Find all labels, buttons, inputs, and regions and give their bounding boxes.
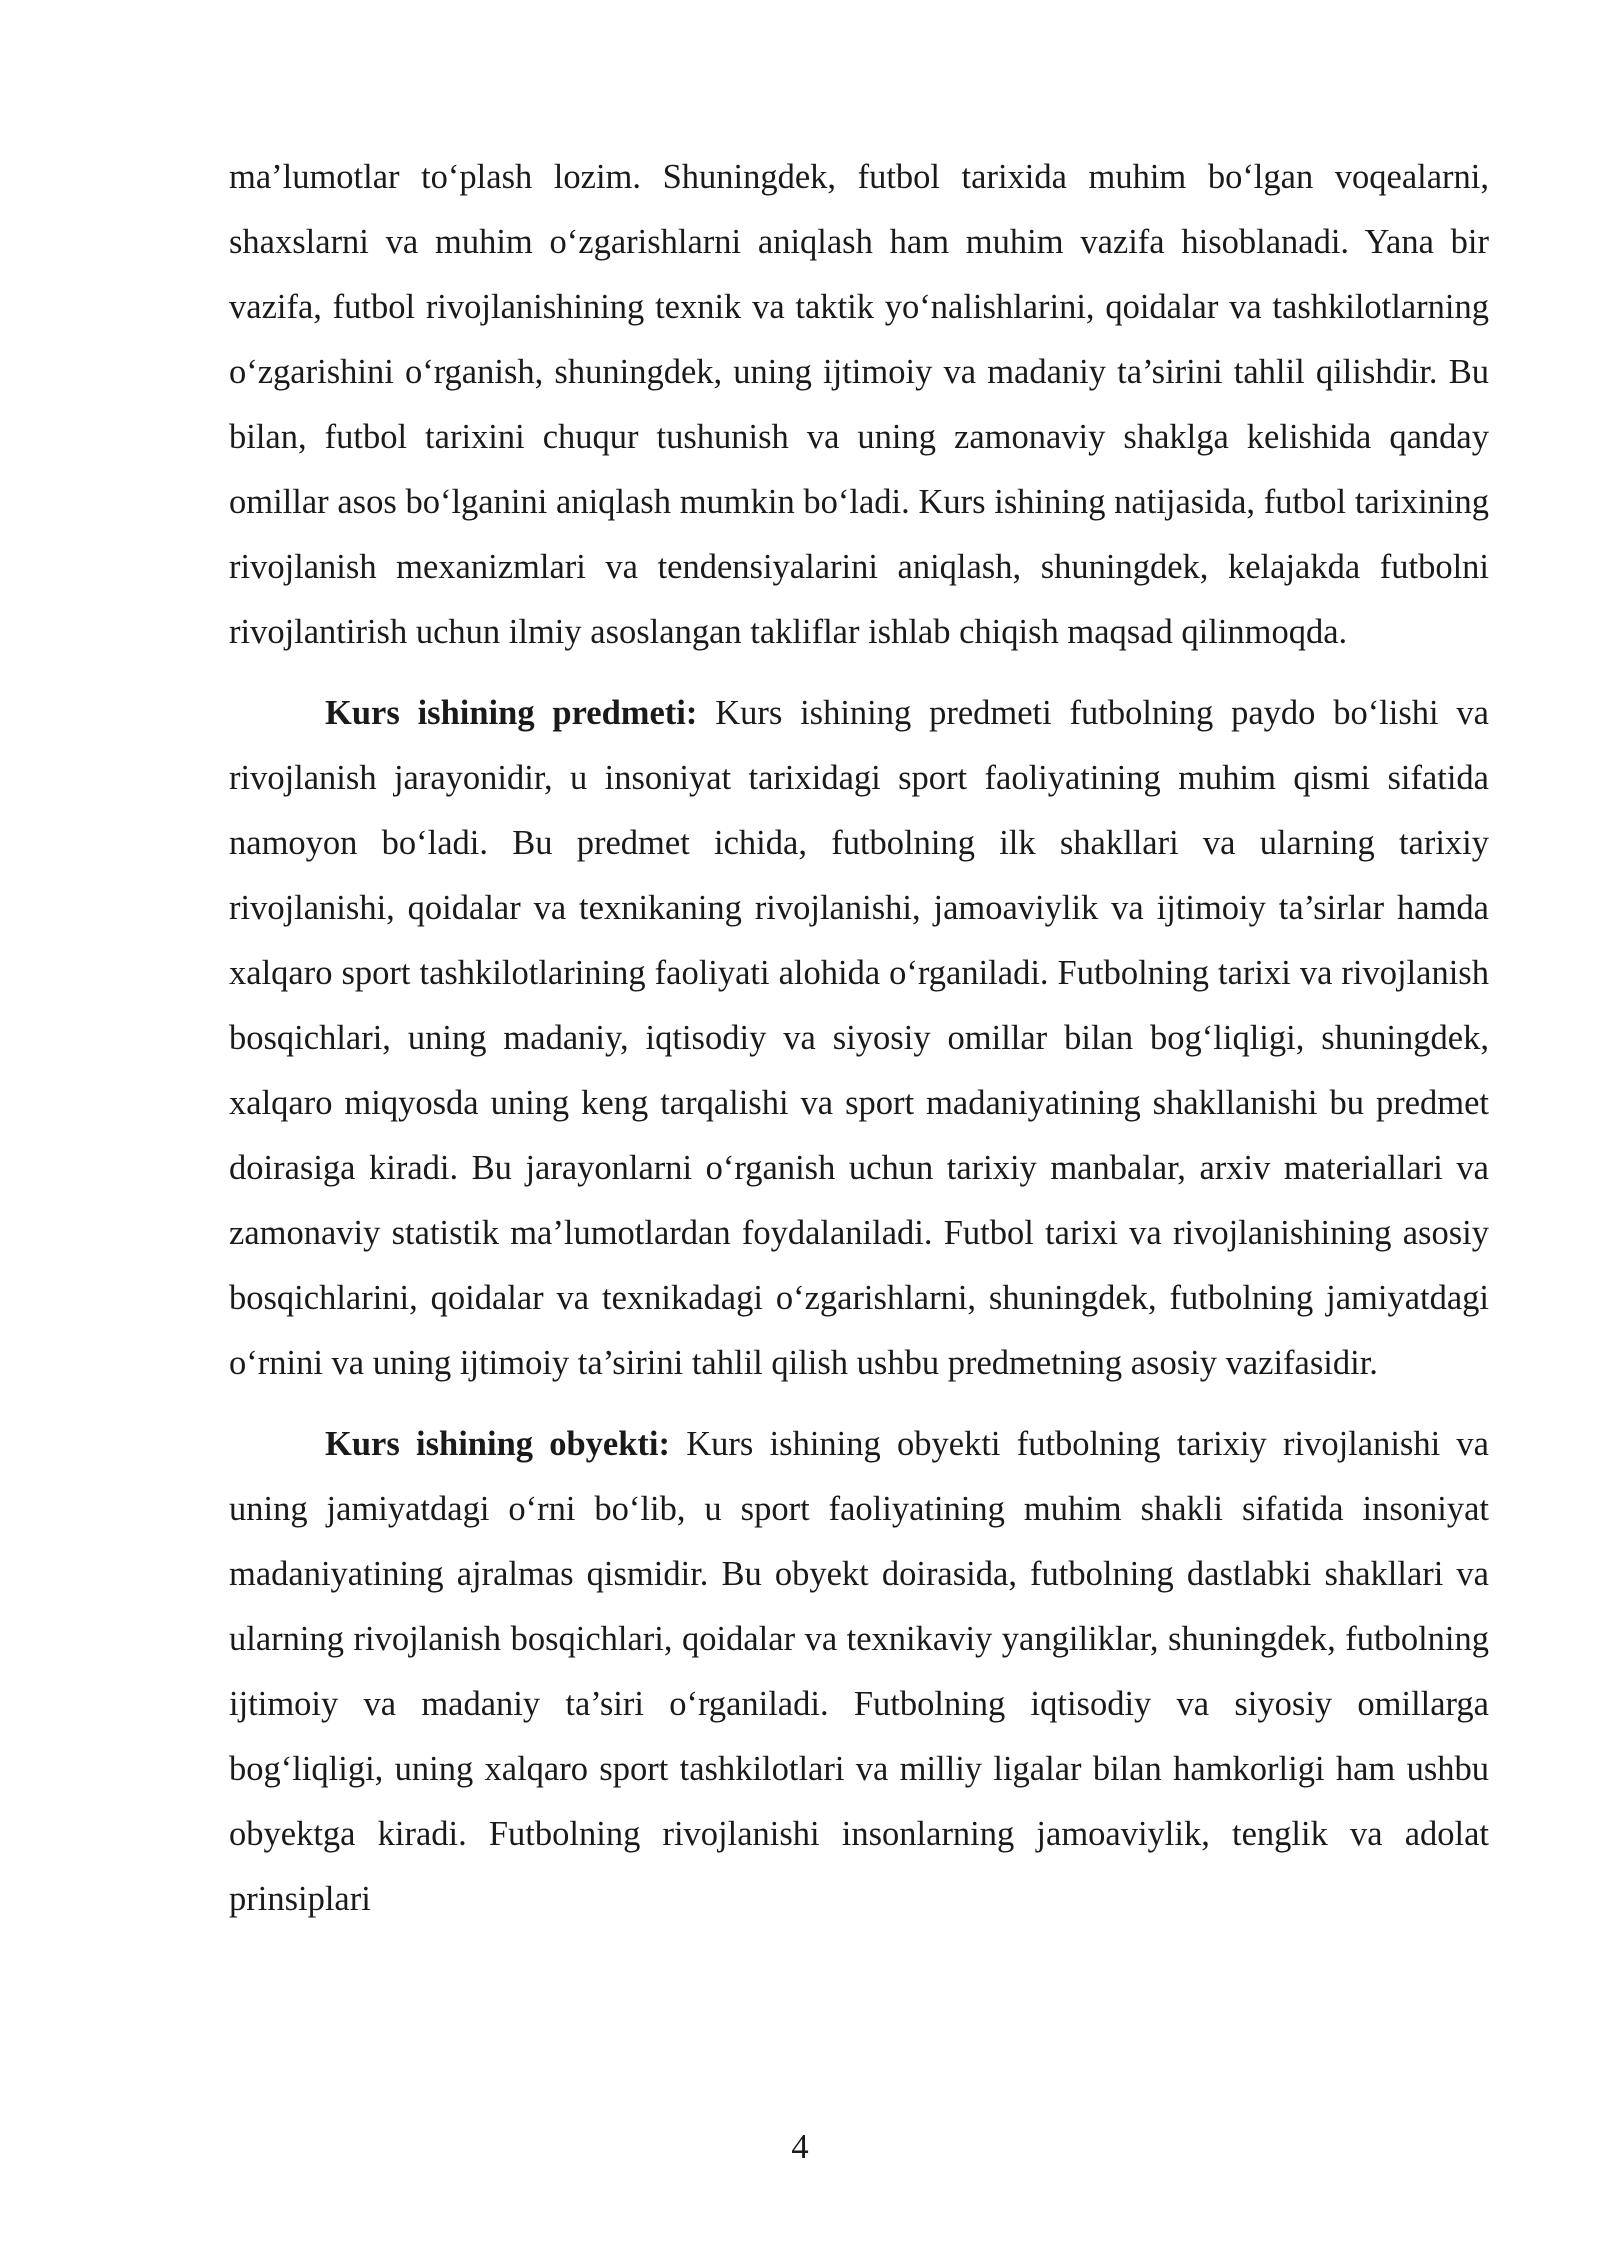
paragraph-object <box>229 1412 1489 1932</box>
paragraph-text-object: Kurs ishining obyekti futbolning tarixiy rivojlanishi va uning jamiyatdagi o‘rni bo‘lib, u sport faoliyatining muhim shakli sifatida insoniyat madaniyatining ajralmas qismidir. Bu obyekt doirasida, futbolning dastlabki shakllari va ularning rivojlanish bosqichlari, qoidalar va texnikaviy yangiliklar, shuningdek, futbolning ijtimoiy va madaniy ta’siri o‘rganiladi. Futbolning iqtisodiy va siyosiy omillarga bog‘liqligi, uning xalqaro sport tashkilotlari va milliy ligalar bilan hamkorligi ham ushbu obyektga kiradi. Futbolning rivojlanishi insonlarning jamoaviylik, tenglik va adolat prinsiplari <box>229 1425 1489 1918</box>
paragraph-heading-object: Kurs ishining obyekti: <box>325 1425 670 1463</box>
paragraph-subject <box>229 681 1489 1396</box>
paragraph-text-subject: Kurs ishining predmeti futbolning paydo bo‘lishi va rivojlanish jarayonidir, u insoniyat tarixidagi sport faoliyatining muhim qismi sifatida namoyon bo‘ladi. Bu predmet ichida, futbolning ilk shakllari va ularning tarixiy rivojlanishi, qoidalar va texnikaning rivojlanishi, jamoaviylik va ijtimoiy ta’sirlar hamda xalqaro sport tashkilotlarining faoliyati alohida o‘rganiladi. Futbolning tarixi va rivojlanish bosqichlari, uning madaniy, iqtisodiy va siyosiy omillar bilan bog‘liqligi, shuningdek, xalqaro miqyosda uning keng tarqalishi va sport madaniyatining shakllanishi bu predmet doirasiga kiradi. Bu jarayonlarni o‘rganish uchun tarixiy manbalar, arxiv materiallari va zamonaviy statistik ma’lumotlardan foydalaniladi. Futbol tarixi va rivojlanishining asosiy bosqichlarini, qoidalar va texnikadagi o‘zgarishlarni, shuningdek, futbolning jamiyatdagi o‘rnini va uning ijtimoiy ta’sirini tahlil qilish ushbu predmetning asosiy vazifasidir. <box>229 694 1489 1382</box>
paragraph-text: ma’lumotlar to‘plash lozim. Shuningdek, futbol tarixida muhim bo‘lgan voqealarni, shaxslarni va muhim o‘zgarishlarni aniqlash ham muhim vazifa hisoblanadi. Yana bir vazifa, futbol rivojlanishining texnik va taktik yo‘nalishlarini, qoidalar va tashkilotlarning o‘zgarishini o‘rganish, shuningdek, uning ijtimoiy va madaniy ta’sirini tahlil qilishdir. Bu bilan, futbol tarixini chuqur tushunish va uning zamonaviy shaklga kelishida qanday omillar asos bo‘lganini aniqlash mumkin bo‘ladi. Kurs ishining natijasida, futbol tarixining rivojlanish mexanizmlari va tendensiyalarini aniqlash, shuningdek, kelajakda futbolni rivojlantirish uchun ilmiy asoslangan takliflar ishlab chiqish maqsad qilinmoqda. <box>229 158 1489 651</box>
page-number: 4 <box>791 2128 809 2166</box>
paragraph-continuation <box>229 145 1489 665</box>
paragraph-heading-subject: Kurs ishining predmeti: <box>325 694 698 732</box>
body-text <box>229 145 1489 1932</box>
